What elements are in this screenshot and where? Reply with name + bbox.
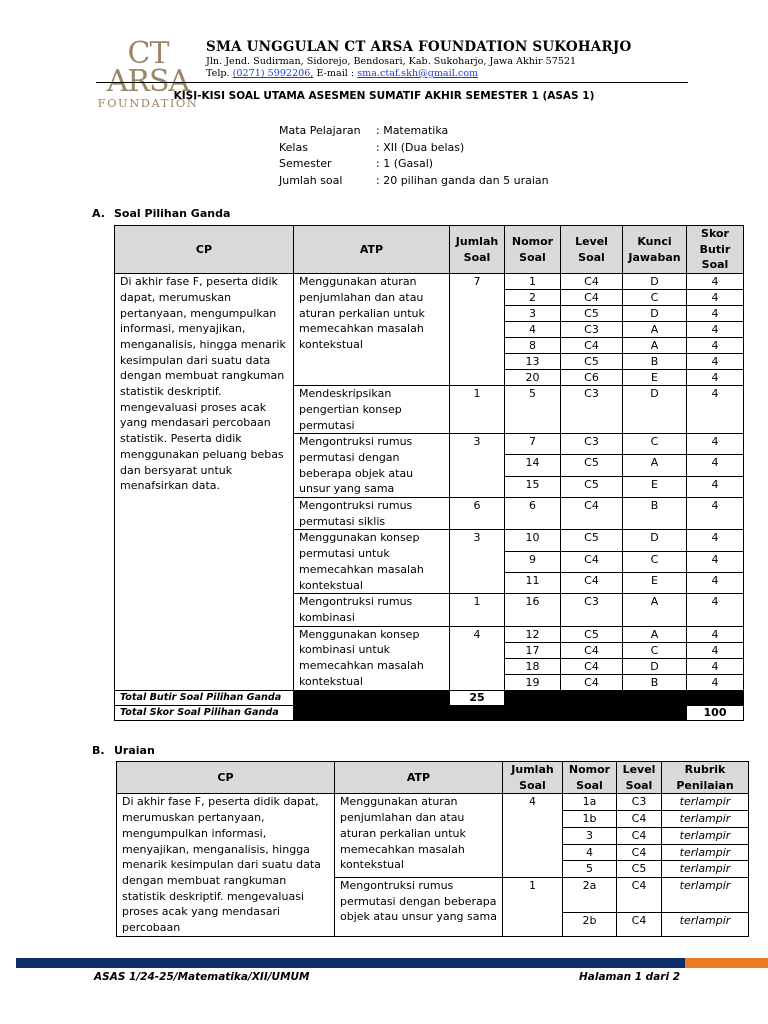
skor-cell: 4 <box>687 551 744 572</box>
header-level-soal: Level Soal <box>617 762 662 794</box>
level-cell: C4 <box>617 912 662 936</box>
skor-cell: 4 <box>687 434 744 455</box>
essay-table <box>116 761 749 937</box>
atp-cell: Mengontruksi rumus permutasi dengan beberapa objek atau unsur yang sama <box>294 434 450 498</box>
kunci-cell: D <box>623 306 687 322</box>
skor-cell: 4 <box>687 530 744 551</box>
nomor-cell: 9 <box>505 551 561 572</box>
jumlah-cell: 6 <box>450 498 505 530</box>
header-kunci-jawaban: Kunci Jawaban <box>623 226 687 274</box>
level-cell: C4 <box>561 572 623 593</box>
footer-document-code: ASAS 1/24-25/Matematika/XII/UMUM <box>94 971 310 983</box>
table-header-row <box>115 226 744 274</box>
nomor-cell: 1a <box>563 794 617 811</box>
kunci-cell: E <box>623 370 687 386</box>
cp-cell: Di akhir fase F, peserta didik dapat, merumuskan pertanyaan, mengumpulkan informasi, menyajikan, menganalisis, hingga menarik kesimpulan dari suatu data dengan membuat rangkuman statistik deskriptif. mengevaluasi proses acak yang mendasari percobaan statistik. Peserta didik menggunakan peluang bebas dan bersyarat untuk menafsirkan data. <box>115 274 294 691</box>
meta-row <box>279 173 549 190</box>
email-label: E-mail : <box>316 68 355 79</box>
table-row <box>117 794 749 811</box>
total-skor-row <box>115 705 744 720</box>
header-jumlah-soal: Jumlah Soal <box>503 762 563 794</box>
rubrik-cell: terlampir <box>662 877 749 912</box>
header-atp: ATP <box>294 226 450 274</box>
kunci-cell: B <box>623 498 687 530</box>
skor-cell: 4 <box>687 594 744 626</box>
rubrik-cell: terlampir <box>662 844 749 861</box>
atp-cell: Menggunakan aturan penjumlahan dan atau aturan perkalian untuk memecahkan masalah kontekstual <box>294 274 450 386</box>
table-header-row <box>117 762 749 794</box>
level-cell: C4 <box>561 551 623 572</box>
level-cell: C5 <box>561 476 623 497</box>
skor-cell: 4 <box>687 658 744 674</box>
rubrik-cell: terlampir <box>662 912 749 936</box>
level-cell: C4 <box>561 498 623 530</box>
nomor-cell: 14 <box>505 455 561 476</box>
footer-page-number: Halaman 1 dari 2 <box>579 971 681 983</box>
kunci-cell: B <box>623 354 687 370</box>
header-skor-butir: Skor Butir Soal <box>687 226 744 274</box>
skor-cell: 4 <box>687 306 744 322</box>
nomor-cell: 3 <box>505 306 561 322</box>
footer-bar-blue <box>16 958 752 968</box>
nomor-cell: 20 <box>505 370 561 386</box>
nomor-cell: 6 <box>505 498 561 530</box>
nomor-cell: 4 <box>563 844 617 861</box>
header-cp: CP <box>117 762 335 794</box>
nomor-cell: 16 <box>505 594 561 626</box>
level-cell: C3 <box>561 386 623 434</box>
rubrik-cell: terlampir <box>662 811 749 828</box>
kunci-cell: E <box>623 476 687 497</box>
header-rubrik-penilaian: Rubrik Penilaian <box>662 762 749 794</box>
kunci-cell: C <box>623 290 687 306</box>
level-cell: C3 <box>561 594 623 626</box>
document-meta <box>279 123 549 189</box>
kunci-cell: D <box>623 274 687 290</box>
rubrik-cell: terlampir <box>662 827 749 844</box>
nomor-cell: 13 <box>505 354 561 370</box>
logo-main-text: CT ARSA <box>106 36 190 99</box>
nomor-cell: 5 <box>505 386 561 434</box>
nomor-cell: 7 <box>505 434 561 455</box>
meta-value: : Matematika <box>376 124 449 137</box>
kunci-cell: A <box>623 338 687 354</box>
skor-cell: 4 <box>687 354 744 370</box>
skor-cell: 4 <box>687 338 744 354</box>
level-cell: C5 <box>561 306 623 322</box>
level-cell: C4 <box>561 274 623 290</box>
level-cell: C5 <box>561 354 623 370</box>
section-a-title <box>92 207 230 220</box>
kunci-cell: D <box>623 386 687 434</box>
atp-cell: Mengontruksi rumus kombinasi <box>294 594 450 626</box>
section-label: Uraian <box>114 744 155 757</box>
skor-cell: 4 <box>687 498 744 530</box>
header-nomor-soal: Nomor Soal <box>505 226 561 274</box>
meta-row <box>279 156 549 173</box>
level-cell: C6 <box>561 370 623 386</box>
nomor-cell: 17 <box>505 642 561 658</box>
nomor-cell: 19 <box>505 674 561 690</box>
level-cell: C4 <box>561 290 623 306</box>
jumlah-cell: 4 <box>450 626 505 690</box>
level-cell: C5 <box>561 626 623 642</box>
skor-cell: 4 <box>687 674 744 690</box>
total-butir-row <box>115 690 744 705</box>
jumlah-cell: 3 <box>450 530 505 594</box>
level-cell: C5 <box>617 861 662 878</box>
nomor-cell: 11 <box>505 572 561 593</box>
nomor-cell: 3 <box>563 827 617 844</box>
level-cell: C5 <box>561 530 623 551</box>
nomor-cell: 5 <box>563 861 617 878</box>
kunci-cell: D <box>623 530 687 551</box>
nomor-cell: 15 <box>505 476 561 497</box>
jumlah-cell: 1 <box>503 877 563 936</box>
level-cell: C3 <box>561 322 623 338</box>
level-cell: C3 <box>617 794 662 811</box>
kunci-cell: C <box>623 642 687 658</box>
total-skor-value: 100 <box>687 705 744 720</box>
atp-cell: Menggunakan aturan penjumlahan dan atau aturan perkalian untuk memecahkan masalah kontekstual <box>335 794 503 878</box>
atp-cell: Mendeskripsikan pengertian konsep permutasi <box>294 386 450 434</box>
kunci-cell: C <box>623 434 687 455</box>
atp-cell: Mengontruksi rumus permutasi siklis <box>294 498 450 530</box>
skor-cell: 4 <box>687 572 744 593</box>
skor-cell: 4 <box>687 476 744 497</box>
table-row <box>115 274 744 290</box>
meta-row <box>279 140 549 157</box>
level-cell: C5 <box>561 455 623 476</box>
section-number: A. <box>92 207 105 220</box>
meta-value: : 20 pilihan ganda dan 5 uraian <box>376 173 549 187</box>
skor-cell: 4 <box>687 370 744 386</box>
header-level-soal: Level Soal <box>561 226 623 274</box>
skor-cell: 4 <box>687 386 744 434</box>
phone-label: Telp. <box>206 68 230 79</box>
meta-value: : 1 (Gasal) <box>376 157 434 170</box>
black-fill <box>294 690 450 705</box>
total-skor-label: Total Skor Soal Pilihan Ganda <box>115 705 294 720</box>
level-cell: C4 <box>617 827 662 844</box>
level-cell: C4 <box>561 338 623 354</box>
jumlah-cell: 3 <box>450 434 505 498</box>
skor-cell: 4 <box>687 626 744 642</box>
nomor-cell: 2a <box>563 877 617 912</box>
nomor-cell: 10 <box>505 530 561 551</box>
skor-cell: 4 <box>687 290 744 306</box>
jumlah-cell: 1 <box>450 386 505 434</box>
atp-cell: Menggunakan konsep kombinasi untuk memecahkan masalah kontekstual <box>294 626 450 690</box>
jumlah-cell: 4 <box>503 794 563 878</box>
black-fill <box>505 690 744 705</box>
nomor-cell: 12 <box>505 626 561 642</box>
school-address: Jln. Jend. Sudirman, Sidorejo, Bendosari, Kab. Sukoharjo, Jawa Akhir 57521 <box>206 56 577 67</box>
section-b-title <box>92 744 155 757</box>
email-link[interactable]: sma.ctaf.skh@gmail.com <box>357 68 479 79</box>
level-cell: C4 <box>561 642 623 658</box>
header-nomor-soal: Nomor Soal <box>563 762 617 794</box>
jumlah-cell: 7 <box>450 274 505 386</box>
total-butir-label: Total Butir Soal Pilihan Ganda <box>115 690 294 705</box>
skor-cell: 4 <box>687 642 744 658</box>
phone-link[interactable]: (0271) 5992206, <box>232 68 314 79</box>
level-cell: C4 <box>617 811 662 828</box>
header-divider <box>96 82 688 83</box>
kunci-cell: A <box>623 626 687 642</box>
kunci-cell: C <box>623 551 687 572</box>
nomor-cell: 2b <box>563 912 617 936</box>
meta-key: Kelas <box>279 140 308 154</box>
meta-key: Mata Pelajaran <box>279 124 361 137</box>
meta-key: Semester <box>279 157 332 170</box>
total-butir-value: 25 <box>450 690 505 705</box>
nomor-cell: 4 <box>505 322 561 338</box>
kunci-cell: A <box>623 455 687 476</box>
level-cell: C4 <box>617 844 662 861</box>
header-cp: CP <box>115 226 294 274</box>
kunci-cell: D <box>623 658 687 674</box>
kunci-cell: B <box>623 674 687 690</box>
jumlah-cell: 1 <box>450 594 505 626</box>
section-label: Soal Pilihan Ganda <box>114 207 231 220</box>
meta-value: : XII (Dua belas) <box>376 140 465 154</box>
skor-cell: 4 <box>687 322 744 338</box>
rubrik-cell: terlampir <box>662 794 749 811</box>
section-number: B. <box>92 744 105 757</box>
kunci-cell: A <box>623 322 687 338</box>
header-jumlah-soal: Jumlah Soal <box>450 226 505 274</box>
cp-cell: Di akhir fase F, peserta didik dapat, merumuskan pertanyaan, mengumpulkan informasi, menyajikan, menganalisis, hingga menarik kesimpulan dari suatu data dengan membuat rangkuman statistik deskriptif. mengevaluasi proses acak yang mendasari percobaan <box>117 794 335 936</box>
level-cell: C3 <box>561 434 623 455</box>
kunci-cell: A <box>623 594 687 626</box>
meta-key: Jumlah soal <box>279 173 343 187</box>
skor-cell: 4 <box>687 455 744 476</box>
school-contact <box>206 68 478 79</box>
multiple-choice-table <box>114 225 744 721</box>
nomor-cell: 8 <box>505 338 561 354</box>
footer-bar-orange <box>685 958 768 968</box>
skor-cell: 4 <box>687 274 744 290</box>
nomor-cell: 1 <box>505 274 561 290</box>
kunci-cell: E <box>623 572 687 593</box>
level-cell: C4 <box>561 658 623 674</box>
nomor-cell: 18 <box>505 658 561 674</box>
document-title: KISI-KISI SOAL UTAMA ASESMEN SUMATIF AKHIR SEMESTER 1 (ASAS 1) <box>173 90 595 102</box>
nomor-cell: 2 <box>505 290 561 306</box>
school-name: SMA UNGGULAN CT ARSA FOUNDATION SUKOHARJO <box>206 39 632 55</box>
logo-sub-text: FOUNDATION <box>97 96 199 110</box>
atp-cell: Mengontruksi rumus permutasi dengan beberapa objek atau unsur yang sama <box>335 877 503 936</box>
rubrik-cell: terlampir <box>662 861 749 878</box>
black-fill <box>294 705 687 720</box>
meta-row <box>279 123 549 140</box>
level-cell: C4 <box>617 877 662 912</box>
nomor-cell: 1b <box>563 811 617 828</box>
atp-cell: Menggunakan konsep permutasi untuk memecahkan masalah kontekstual <box>294 530 450 594</box>
header-atp: ATP <box>335 762 503 794</box>
level-cell: C4 <box>561 674 623 690</box>
